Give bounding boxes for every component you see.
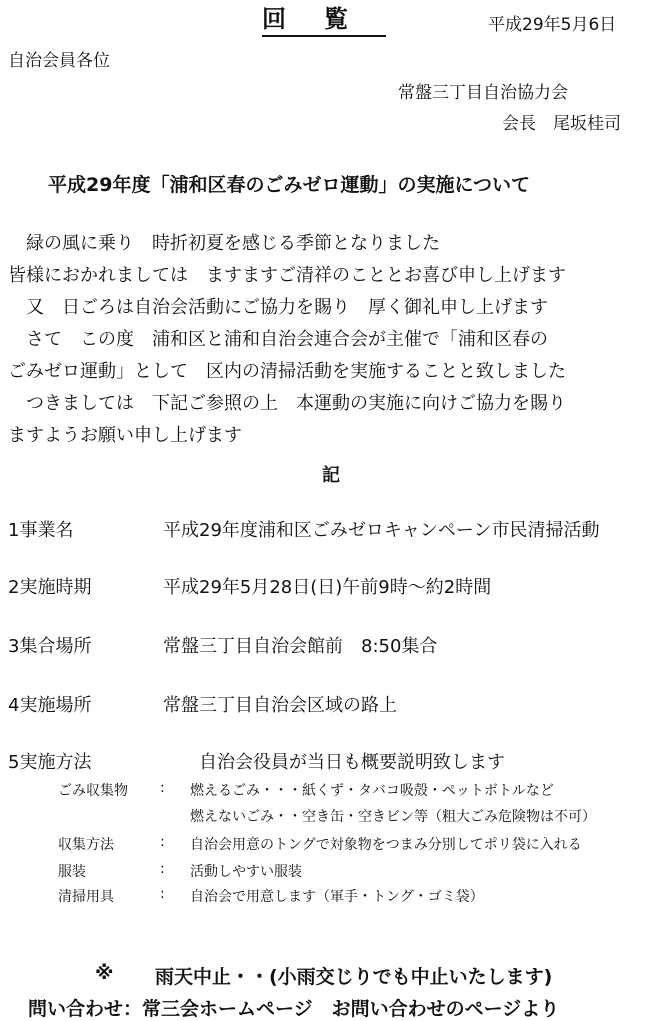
detail-colon: :: [160, 780, 165, 796]
detail-value: 燃えるごみ・・・紙くず・タバコ吸殻・ペットボトルなど: [190, 783, 554, 799]
issue-date: 平成29年5月6日: [488, 15, 617, 35]
body-text: [8, 228, 566, 452]
page-title: 回覧: [262, 4, 386, 37]
detail-colon: :: [160, 861, 165, 877]
detail-label: 服装: [58, 864, 86, 880]
body-line: ごみゼロ運動」として 区内の清掃活動を実施することと致しました: [8, 361, 566, 382]
note-mark: ※: [95, 962, 114, 984]
ki-heading: 記: [322, 465, 340, 486]
organization-name: 常盤三丁目自治協力会: [398, 83, 568, 103]
body-line: 又 日ごろは自治会活動にご協力を賜り 厚く御礼申し上げます: [8, 297, 548, 318]
body-line: つきましては 下記ご参照の上 本運動の実施に向けご協力を賜り: [8, 393, 566, 414]
detail-label: 清掃用具: [58, 889, 114, 905]
item-label: 1事業名: [8, 520, 74, 541]
detail-value: 活動しやすい服装: [190, 864, 302, 880]
item-value: 自治会役員が当日も概要説明致します: [163, 752, 505, 773]
item-value: 常盤三丁目自治会館前 8:50集合: [163, 636, 438, 657]
item-value: 平成29年度浦和区ごみゼロキャンペーン市民清掃活動: [163, 520, 600, 541]
rain-note: 雨天中止・・(小雨交じりでも中止いたします): [155, 966, 553, 988]
item-value: 平成29年5月28日(日)午前9時～約2時間: [163, 577, 492, 598]
contact-info: 問い合わせ：常三会ホームページ お問い合わせのページより: [28, 998, 560, 1020]
detail-value: 自治会で用意します（軍手・トング・ゴミ袋）: [190, 889, 484, 905]
detail-colon: :: [160, 834, 165, 850]
detail-value: 自治会用意のトングで対象物をつまみ分別してポリ袋に入れる: [190, 837, 582, 853]
detail-label: ごみ収集物: [58, 783, 128, 799]
item-label: 3集合場所: [8, 636, 92, 657]
chairperson-name: 会長 尾坂桂司: [502, 114, 621, 134]
detail-colon: :: [160, 886, 165, 902]
body-line: 皆様におかれましては ますますご清祥のこととお喜び申し上げます: [8, 265, 566, 286]
body-line: 緑の風に乗り 時折初夏を感じる季節となりました: [8, 233, 440, 254]
item-label: 5実施方法: [8, 752, 92, 773]
body-line: ますようお願い申し上げます: [8, 425, 242, 446]
item-value: 常盤三丁目自治会区域の路上: [163, 695, 397, 716]
detail-label: 収集方法: [58, 837, 114, 853]
item-label: 2実施時期: [8, 577, 92, 598]
item-label: 4実施場所: [8, 695, 92, 716]
addressee: 自治会員各位: [8, 51, 110, 71]
subject-heading: 平成29年度「浦和区春のごみゼロ運動」の実施について: [48, 174, 531, 196]
body-line: さて この度 浦和区と浦和自治会連合会が主催で「浦和区春の: [8, 329, 548, 350]
detail-value: 燃えないごみ・・空き缶・空きビン等（粗大ごみ危険物は不可）: [190, 809, 596, 825]
